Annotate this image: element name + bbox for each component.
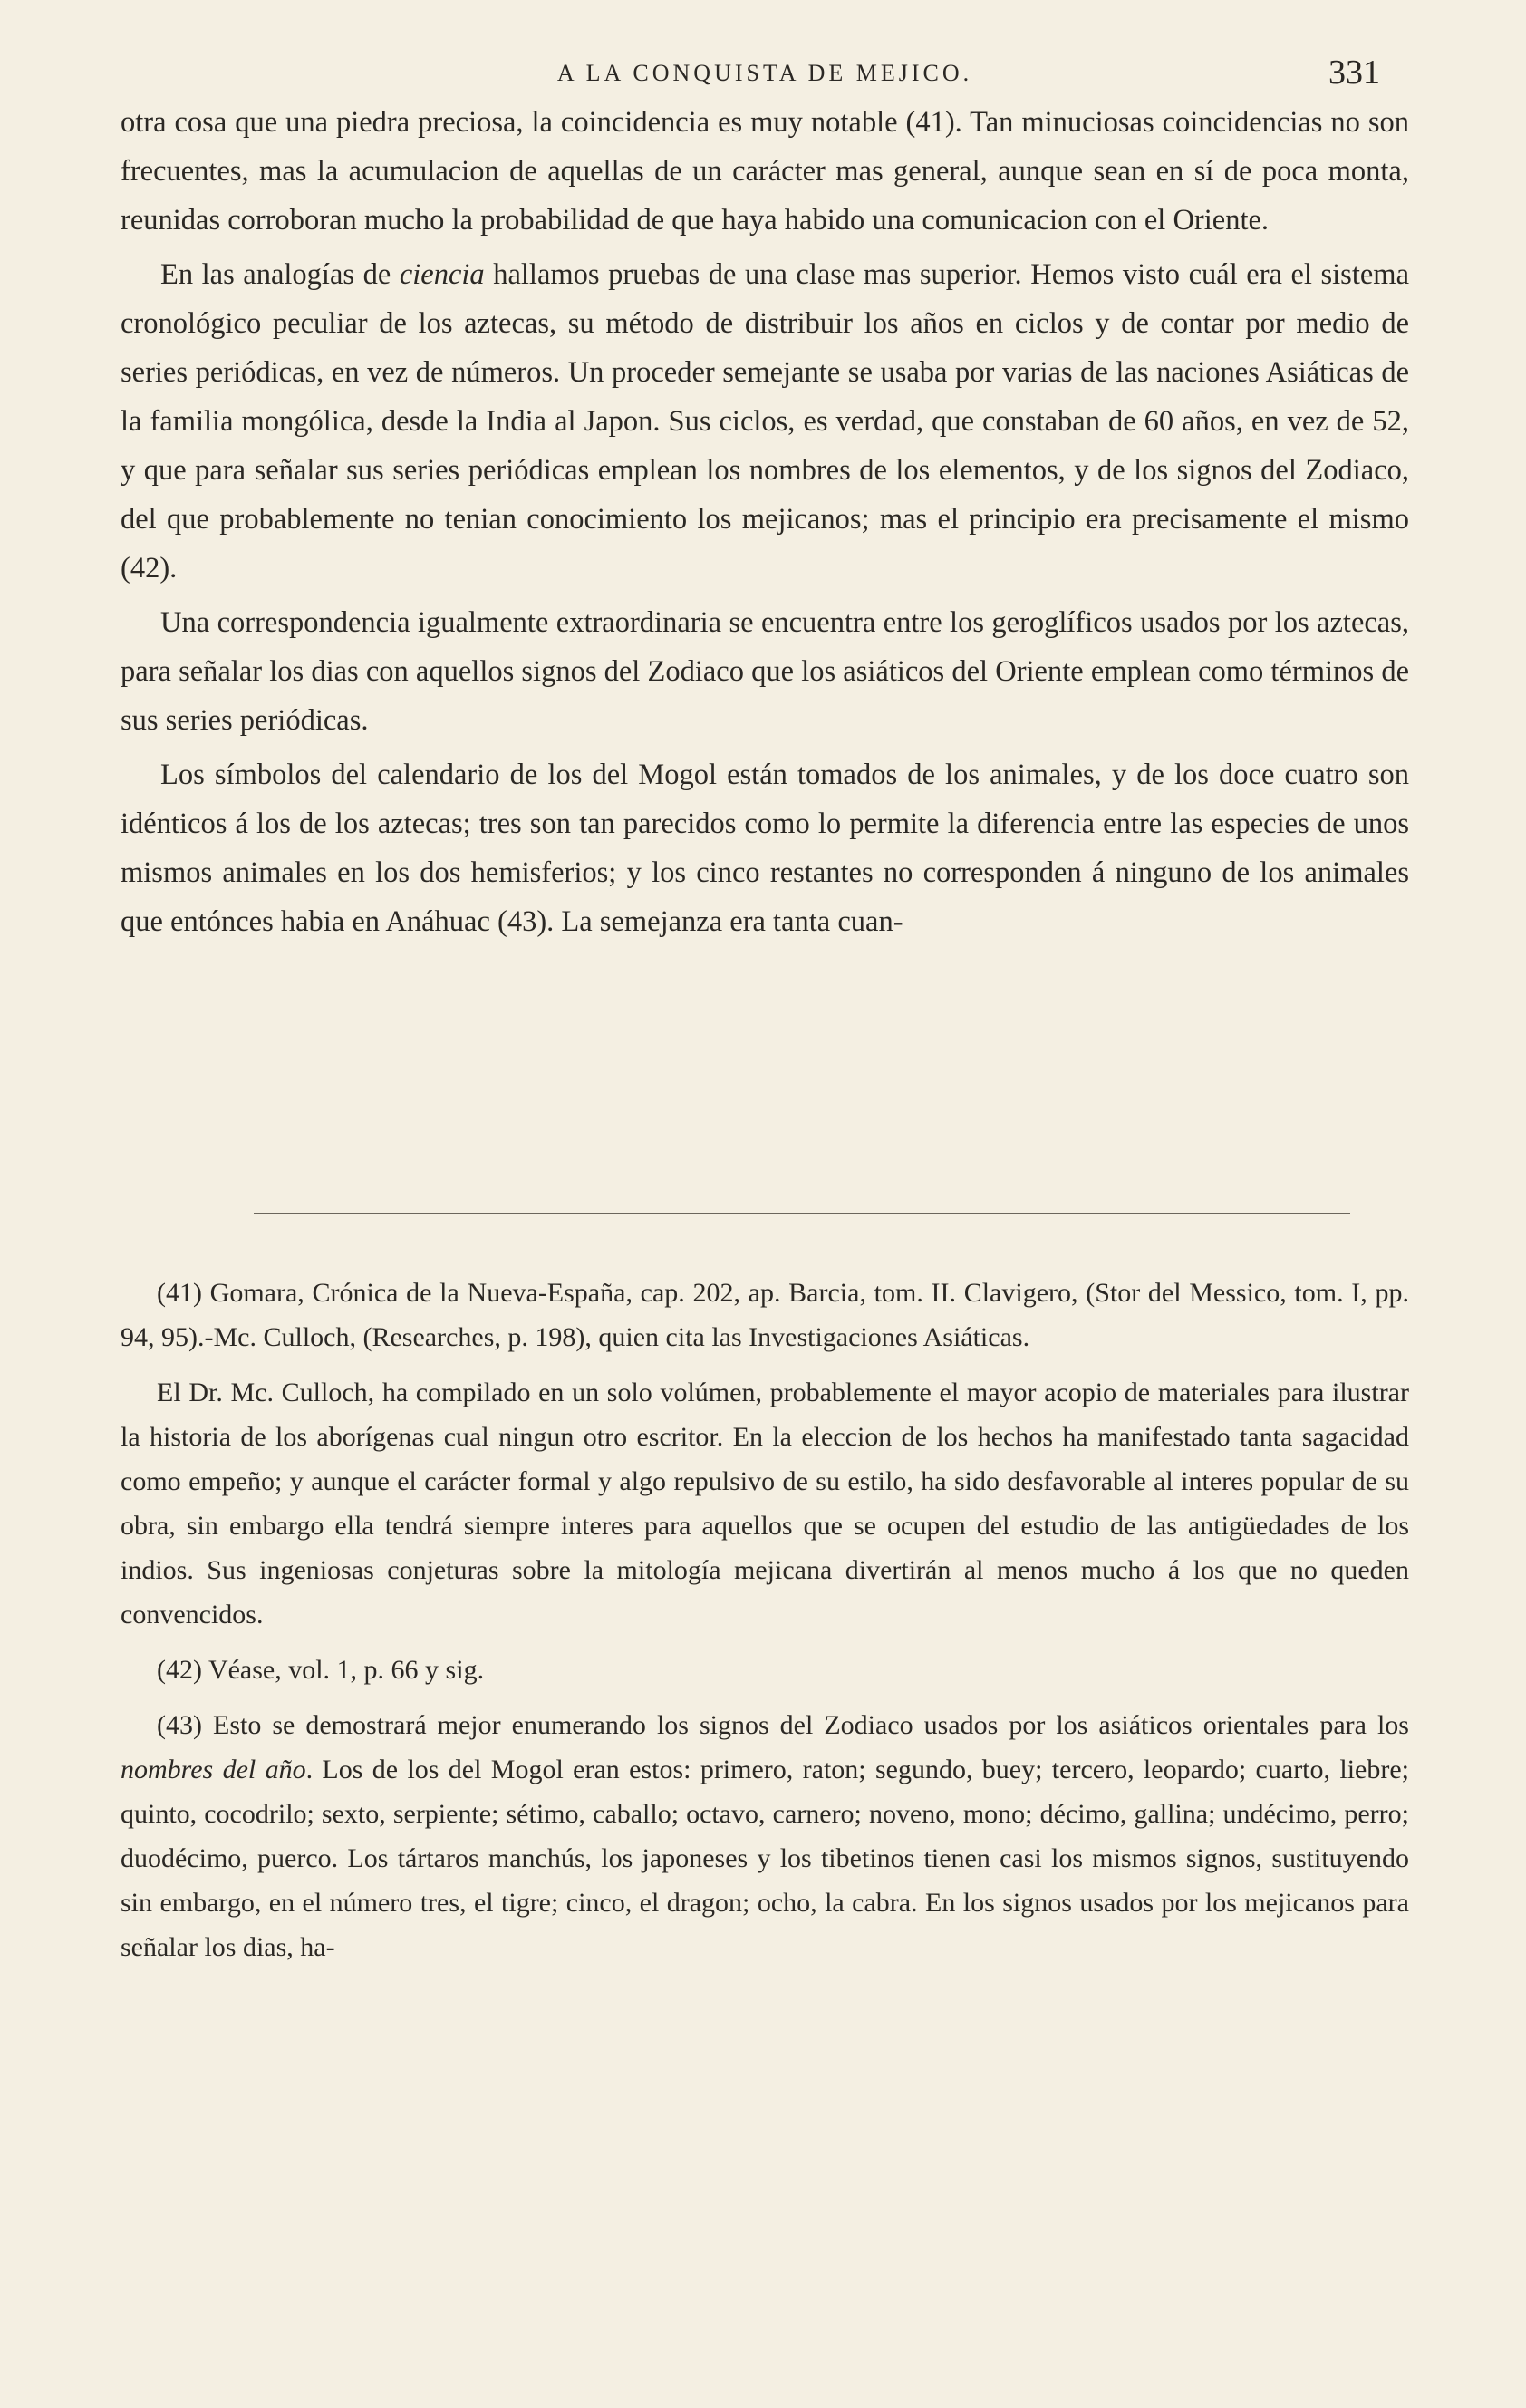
- paragraph-2-rest: hallamos pruebas de una clase mas superior. Hemos visto cuál era el sistema cronológico peculiar de los aztecas, su método de distribuir los años en ciclos y de contar por medio de series periódicas, en vez de números. Un proceder semejante se usaba por varias de las naciones Asiáticas de la familia mongólica, desde la India al Japon. Sus ciclos, es verdad, que constaban de 60 años, en vez de 52, y que para señalar sus series periódicas emplean los nombres de los elementos, y de los signos del Zodiaco, del que probablemente no tenian conocimiento los mejicanos; mas el principio era precisamente el mismo (42).: [121, 258, 1409, 585]
- footnote-divider: [254, 1213, 1350, 1214]
- footnote-41: (41) Gomara, Crónica de la Nueva-España, cap. 202, ap. Barcia, tom. II. Clavigero, (Stor del Messico, tom. I, pp. 94, 95).-Mc. Culloch, (Researches, p. 198), quien cita las Investigaciones Asiáticas.: [121, 1278, 1409, 1352]
- emphasis-ciencia: ciencia: [399, 258, 485, 291]
- page-number: 331: [1328, 53, 1380, 92]
- emphasis-nombres-del-ano: nombres del año: [121, 1755, 306, 1784]
- footnote-43-start: (43) Esto se demostrará mejor enumerando los signos del Zodiaco usados por los asiáticos orientales para los: [157, 1710, 1409, 1740]
- footnote-43-rest: . Los de los del Mogol eran estos: primero, raton; segundo, buey; tercero, leopardo; cuarto, liebre; quinto, cocodrilo; sexto, serpiente; sétimo, caballo; octavo, carnero; noveno, mono; décimo, gallina; undécimo, perro; duodécimo, puerco. Los tártaros manchús, los japoneses y los tibetinos tienen casi los mismos signos, sustituyendo sin embargo, en el número tres, el tigre; cinco, el dragon; ocho, la cabra. En los signos usados por los mejicanos para señalar los dias, ha-: [121, 1755, 1409, 1962]
- footnote-41-continued: El Dr. Mc. Culloch, ha compilado en un solo volúmen, probablemente el mayor acopio de materiales para ilustrar la historia de los aborígenas cual ningun otro escritor. En la eleccion de los hechos ha manifestado tanta sagacidad como empeño; y aunque el carácter formal y algo repulsivo de su estilo, ha sido desfavorable al interes popular de su obra, sin embargo ella tendrá siempre interes para aquellos que se ocupen del estudio de las antigüedades de los indios. Sus ingeniosas conjeturas sobre la mitología mejicana divertirán al menos mucho á los que no queden convencidos.: [121, 1378, 1409, 1630]
- footnote-42: (42) Véase, vol. 1, p. 66 y sig.: [157, 1655, 485, 1685]
- paragraph-4: Los símbolos del calendario de los del Mogol están tomados de los animales, y de los doce cuatro son idénticos á los de los aztecas; tres son tan parecidos como lo permite la diferencia entre las especies de unos mismos animales en los dos hemisferios; y los cinco restantes no corresponden á ninguno de los animales que entónces habia en Anáhuac (43). La semejanza era tanta cuan-: [121, 759, 1409, 938]
- running-title: A LA CONQUISTA DE MEJICO.: [556, 60, 973, 86]
- paragraph-2: [121, 250, 1409, 593]
- footnote-43: [121, 1703, 1409, 1969]
- body-text: [121, 98, 1409, 952]
- paragraph-1: otra cosa que una piedra preciosa, la coincidencia es muy notable (41). Tan minuciosas coincidencias no son frecuentes, mas la acumulacion de aquellas de un carácter mas general, aunque sean en sí de poca monta, reunidas corroboran mucho la probabilidad de que haya habido una comunicacion con el Oriente.: [121, 106, 1409, 237]
- footnotes: [121, 1271, 1409, 1980]
- paragraph-2-start: En las analogías de: [160, 258, 400, 291]
- running-head: [122, 53, 1407, 98]
- paragraph-3: Una correspondencia igualmente extraordinaria se encuentra entre los geroglíficos usados por los aztecas, para señalar los dias con aquellos signos del Zodiaco que los asiáticos del Oriente emplean como términos de sus series periódicas.: [121, 606, 1409, 737]
